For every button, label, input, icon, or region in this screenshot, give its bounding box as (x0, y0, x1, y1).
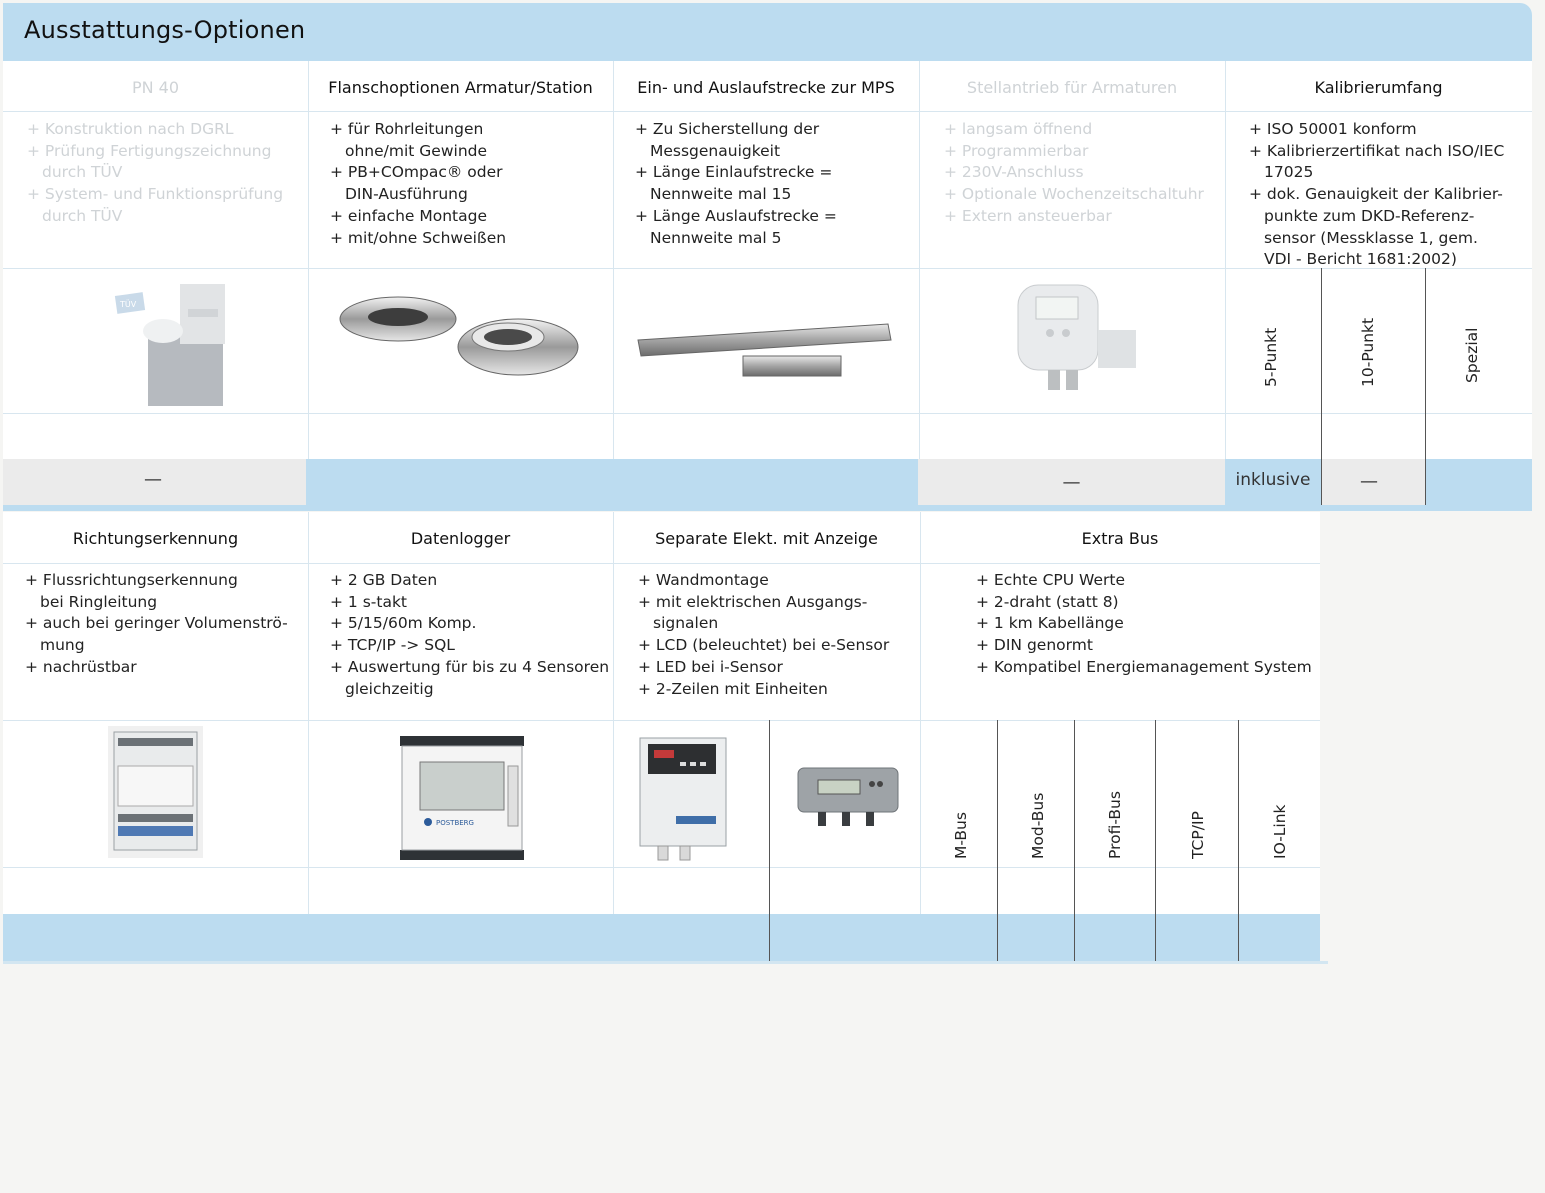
price-row-flansch-einlauf (306, 459, 918, 505)
price-stellantrieb: — (1062, 472, 1081, 493)
direction-module-image (108, 726, 203, 858)
feature-list-pn40 (27, 119, 307, 228)
feature-item: + 1 km Kabellänge (976, 613, 1316, 635)
feature-item: + Länge Auslaufstrecke = Nennweite mal 5 (635, 206, 915, 249)
flange-rings-image (338, 289, 583, 384)
feature-item: + Echte CPU Werte (976, 570, 1316, 592)
feature-list-richtung (25, 570, 310, 679)
compact-display-image (796, 764, 901, 834)
feature-item: + DIN genormt (976, 635, 1316, 657)
feature-item: + TCP/IP -> SQL (330, 635, 615, 657)
column-title-stellantrieb: Stellantrieb für Armaturen (966, 78, 1178, 97)
feature-item: + langsam öffnend (944, 119, 1224, 141)
feature-list-kalibrier (1249, 119, 1529, 271)
bus-option-profi-bus: Profi-Bus (1106, 791, 1124, 859)
bus-option-m-bus: M-Bus (952, 812, 970, 859)
feature-item: + Konstruktion nach DGRL (27, 119, 307, 141)
actuator-image (1008, 275, 1143, 405)
pipe-sections-image (633, 316, 898, 381)
feature-item: + Kalibrierzertifikat nach ISO/IEC 17025 (1249, 141, 1529, 184)
feature-item: + für Rohrleitungen ohne/mit Gewinde (330, 119, 610, 162)
svg-text:POSTBERG: POSTBERG (436, 819, 474, 827)
feature-item: + Auswertung für bis zu 4 Sensoren gleichzeitig (330, 657, 615, 700)
wall-display-box-image (636, 734, 731, 862)
datalogger-image (398, 734, 526, 862)
top-options-table (3, 61, 1532, 459)
column-title-einlaufstrecke: Ein- und Auslaufstrecke zur MPS (637, 78, 895, 97)
bus-option-mod-bus: Mod-Bus (1029, 792, 1047, 859)
page-title: Ausstattungs-Optionen (24, 16, 306, 44)
column-title-extra-bus: Extra Bus (1081, 529, 1159, 548)
feature-item: + Optionale Wochenzeitschaltuhr (944, 184, 1224, 206)
feature-item: + 1 s-takt (330, 592, 615, 614)
feature-item: + auch bei geringer Volumenströ- mung (25, 613, 310, 656)
feature-item: + Flussrichtungserkennung bei Ringleitung (25, 570, 310, 613)
bus-option-tcp-ip: TCP/IP (1189, 811, 1207, 859)
feature-item: + Länge Einlaufstrecke = Nennweite mal 15 (635, 162, 915, 205)
column-title-pn40: PN 40 (131, 78, 180, 97)
price-row-kalibrier-spezial (1425, 459, 1532, 505)
feature-list-extra-bus (976, 570, 1316, 679)
feature-item: + 5/15/60m Komp. (330, 613, 615, 635)
price-kalibrier-10: — (1360, 471, 1378, 492)
price-kalibrier-5: inklusive (1235, 470, 1311, 490)
feature-item: + LED bei i-Sensor (638, 657, 923, 679)
column-title-richtungserkennung: Richtungserkennung (72, 529, 239, 548)
column-title-flanschoptionen: Flanschoptionen Armatur/Station (328, 78, 593, 97)
feature-item: + 2-Zeilen mit Einheiten (638, 679, 923, 701)
feature-item: + Programmierbar (944, 141, 1224, 163)
bus-option-io-link: IO-Link (1271, 804, 1289, 859)
price-pn40: — (144, 469, 162, 490)
feature-list-datenlogger (330, 570, 615, 700)
feature-item: + PB+COmpac® oder DIN-Ausführung (330, 162, 610, 205)
feature-item: + Kompatibel Energiemanagement System (976, 657, 1316, 679)
feature-item: + Wandmontage (638, 570, 923, 592)
feature-item: + nachrüstbar (25, 657, 310, 679)
feature-item: + einfache Montage (330, 206, 610, 228)
feature-item: + ISO 50001 konform (1249, 119, 1529, 141)
feature-item: + System- und Funktionsprüfung durch TÜV (27, 184, 307, 227)
kalibrier-option-10-punkt: 10-Punkt (1359, 317, 1377, 387)
feature-item: + dok. Genauigkeit der Kalibrier- punkte zum DKD-Referenz- sensor (Messklasse 1, gem. VDI - Bericht 1681:2002) (1249, 184, 1529, 271)
feature-item: + 2 GB Daten (330, 570, 615, 592)
svg-text:TÜV: TÜV (120, 300, 137, 309)
feature-item: + Prüfung Fertigungszeichnung durch TÜV (27, 141, 307, 184)
feature-item: + 2-draht (statt 8) (976, 592, 1316, 614)
column-title-datenlogger: Datenlogger (410, 529, 511, 548)
column-title-separate-elektronik: Separate Elekt. mit Anzeige (655, 529, 878, 548)
feature-list-flansch (330, 119, 610, 249)
feature-item: + 230V-Anschluss (944, 162, 1224, 184)
column-title-kalibrierumfang: Kalibrierumfang (1314, 78, 1443, 97)
kalibrier-option-5-punkt: 5-Punkt (1262, 327, 1280, 387)
feature-item: + mit/ohne Schweißen (330, 228, 610, 250)
price-row-bottom (3, 914, 1320, 961)
feature-list-stellantrieb (944, 119, 1224, 228)
feature-item: + LCD (beleuchtet) bei e-Sensor (638, 635, 923, 657)
bottom-options-table (3, 512, 1320, 914)
feature-list-separate (638, 570, 923, 700)
kalibrier-option-spezial: Spezial (1463, 327, 1481, 383)
pn40-valve-tuev-image (108, 279, 228, 409)
feature-item: + Zu Sicherstellung der Messgenauigkeit (635, 119, 915, 162)
feature-list-einlauf (635, 119, 915, 249)
feature-item: + mit elektrischen Ausgangs- signalen (638, 592, 923, 635)
feature-item: + Extern ansteuerbar (944, 206, 1224, 228)
